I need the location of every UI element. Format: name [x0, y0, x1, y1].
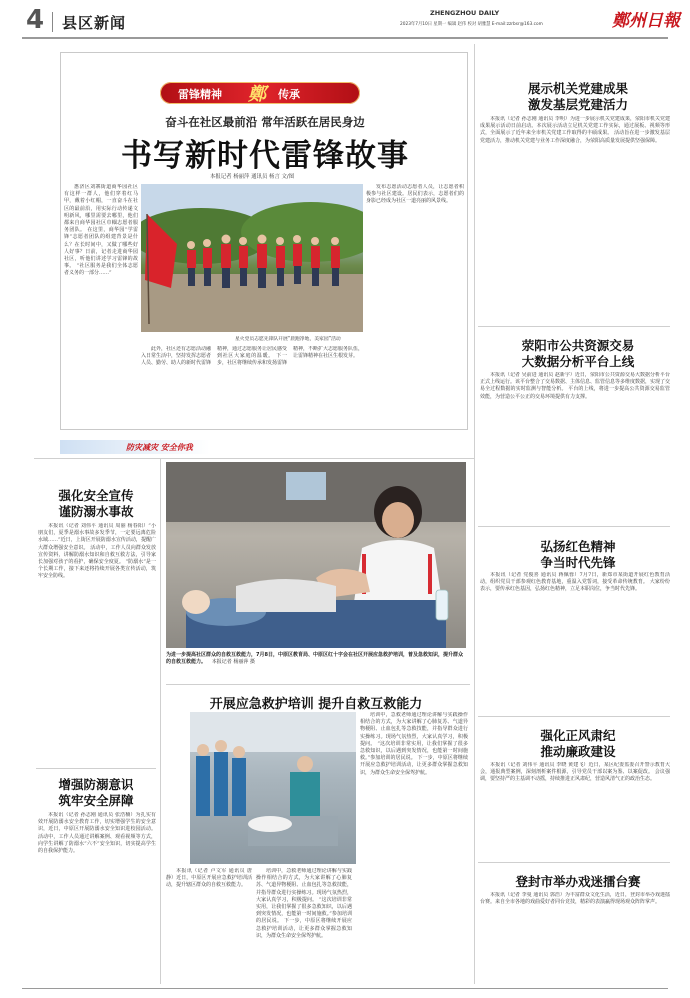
section-tag — [60, 440, 210, 454]
right-a4-title-2: 推动廉政建设 — [540, 744, 616, 759]
left-a1-body — [38, 523, 156, 763]
right-a4-body — [480, 762, 670, 858]
mid-rule — [166, 684, 470, 685]
training-photo — [190, 712, 356, 864]
lead-body-col2-text: 此外，社区还有志愿活动融入日常生活中，坚持发挥志愿者人员、勤劳、助人的新时代雷锋精神，通过志愿服务让居民感受到社区大家庭的温暖。 下一步，社区将继续传承和发扬雷锋精神，不断扩大志愿服务队伍，让雷锋精神在社区生根发芽。 — [141, 346, 363, 367]
lead-banner — [160, 82, 360, 104]
mid-article-byline: 本报讯（记者 卢文军 通讯员 唐静）近日，中原区开展应急救护培训活动，提升辖区群众的自救互救能力。 — [166, 868, 252, 889]
right-a5-body — [480, 892, 670, 988]
right-a2-body-text: 本报讯（记者 吴前进 通讯员 赵新宇）近日，荥阳市公共资源交易大数据分析平台正式上线运行。该平台整合了交易数据、主体信息、监管信息等多维度数据，实现了交易全过程数据的实时监测与智能分析。 平台的上线，将进一步提高公共资源交易监管效能，为营造公平公正的交易环境提供有力支撑。 — [480, 372, 670, 400]
lead-body-col3-text: 发布志愿活动志愿者人员，让志愿者积极参与社区建设。居民们表示，志愿者们的身影已经成为社区一道亮丽的风景线。 — [366, 184, 464, 205]
mid-article-body-a: 培训中，急救老师通过理论讲解与实践操作相结合的方式，为大家讲解了心肺复苏、气道异物梗阻、止血包扎等急救技能，并指导群众进行实操练习。现场气氛热烈，大家认真学习，积极提问。 “这次培训非常实用，让我们掌握了很多急救知识，以后遇到突发情况，也能第一时间施救。”参加培训的居民说。 下一步，中原区将继续开展应急救护培训活动，让更多群众掌握急救知识，为群众生命安全保驾护航。 — [256, 868, 352, 939]
cpr-photo-illustration — [166, 462, 466, 648]
banner-left-text: 雷锋精神 — [178, 88, 222, 101]
lead-photo-illustration — [141, 184, 363, 332]
left-rule-1 — [36, 768, 156, 769]
paper-english-name: ZHENGZHOU DAILY — [430, 9, 500, 17]
right-a5-body-text: 本报讯（记者 李曼 通讯员 郭浩）为丰富群众文化生活，近日，登封市举办戏迷擂台赛。来自全市各地的戏曲爱好者同台竞技，精彩的表演赢得现场观众阵阵掌声。 — [480, 892, 670, 906]
mid-article-body-col-right — [360, 712, 468, 984]
left-column-rule — [160, 458, 161, 984]
right-a1-body-text: 本报讯（记者 孙志刚 通讯员 李明）为进一步展示机关党建成果，荥阳市机关党建成果展示活动日前启动。本次展示活动立足机关党建工作实际，通过展板、视频等形式，全面展示了近年来全市机关党建工作取得的丰硕成果。 活动旨在进一步激发基层党建活力，推动机关党建与业务工作深度融合，为荥阳高质量发展提供坚强保障。 — [480, 116, 670, 144]
right-a1-body — [480, 116, 670, 320]
left-a2-title-2: 筑牢安全屏障 — [58, 793, 134, 808]
left-col-top-rule — [34, 458, 474, 459]
date-line: 2023年7月10日 星期一 编辑 赵伟 校对 胡雅慧 E-mail:zzrbsr@163.com — [400, 22, 543, 27]
cpr-photo-caption — [166, 652, 466, 666]
lead-body-col3 — [366, 184, 464, 424]
page-header — [0, 0, 690, 40]
right-a3-title-1: 弘扬红色精神 — [540, 539, 616, 554]
right-a1-title-1: 展示机关党建成果 — [527, 81, 628, 96]
right-a4-title-1: 强化正风肃纪 — [540, 728, 616, 743]
page-number: 4 — [26, 5, 45, 35]
mid-article-body-col — [256, 868, 352, 984]
right-a4-body-text: 本报讯（记者 刘伟平 通讯员 李晓 黄建飞）近日，某区纪委监委召开警示教育大会，通报典型案例，深刻剖析案件根源，引导党员干部以案为鉴、以案促改。 会议强调，要坚持严的主基调不动摇，持续推进正风肃纪，营造风清气正的政治生态。 — [480, 762, 670, 783]
training-photo-illustration — [190, 712, 356, 864]
lead-byline: 本报记者 杨丽萍 通讯员 杨言 文/图 — [210, 174, 295, 180]
banner-emblem: 鄭 — [248, 84, 266, 105]
cpr-photo-caption-text: 为进一步提高社区群众的自救互救能力，7月8日，中原区教育局、中原区红十字会在社区开展应急救护培训，普及急救知识，提升群众的自救互救能力。 — [166, 652, 463, 665]
left-a1-title-2: 谨防溺水事故 — [58, 504, 134, 519]
mid-article-byline-col — [166, 868, 252, 984]
banner-right-text: 传承 — [278, 88, 300, 101]
right-a2-body — [480, 372, 670, 522]
lead-body-col1-text: 惠济区刘寨街道商华园社区有这样一群人，他们穿着红马甲，戴着小红帽，一直奋斗在社区的最前沿，用实际行动传递文明新风，哪里需要去哪里，他们都来自商华园社区巾帼志愿者服务团队。 在这里，商华园“学雷锋”志愿者团队的组建背景是什么？在长时间中，又做了哪些好人好事？日前，记者走进商华园社区，听他们讲述学习雷锋的故事。 “社区服务是我们全体志愿者义务的一部分……” — [64, 184, 138, 277]
lead-body-col2 — [141, 346, 363, 424]
right-rule-3 — [478, 716, 670, 717]
page-number-divider — [52, 12, 53, 32]
right-rule-1 — [478, 326, 670, 327]
right-rule-2 — [478, 526, 670, 527]
lead-kicker: 奋斗在社区最前沿 常年活跃在居民身边 — [165, 115, 365, 129]
left-a1-body-text: 本报讯（记者 刘伟平 通讯员 周丽 杨春阳）“小朋友们，夏季是溺水事故多发季节，一定要远离危险水域……”近日，上街区开展防溺水宣传活动，提醒广大群众增强安全意识。 活动中，工作人员向群众发放宣传资料，讲解防溺水知识和自救互救方法，引导家长加强对孩子的看护，确保安全度夏。 “防溺水”是一个长期工作，接下来还将持续开展各类宣传活动，筑牢安全防线。 — [38, 523, 156, 580]
footer-rule — [22, 988, 668, 989]
mid-article-title: 开展应急救护培训 提升自救互救能力 — [209, 697, 423, 712]
right-column-rule — [474, 44, 475, 984]
lead-title: 书写新时代雷锋故事 — [121, 138, 409, 174]
right-a3-body — [480, 572, 670, 712]
right-a5-title: 登封市举办戏迷擂台赛 — [515, 874, 641, 889]
lead-body-col1 — [64, 184, 138, 384]
right-a1-title-2: 激发基层党建活力 — [527, 97, 628, 112]
lead-photo-caption: 星火党员志愿先锋队开展“晨跑净地，美家园”活动 — [235, 337, 341, 342]
header-rule — [22, 37, 668, 39]
left-a2-title-1: 增强防溺意识 — [58, 777, 134, 792]
right-a3-title-2: 争当时代先锋 — [540, 555, 616, 570]
right-a3-body-text: 本报讯（记者 党俊喜 通讯员 蒋佩蓉）7月7日，新郑市某街道开展红色教育活动，组织党员干部参观红色教育基地，重温入党誓词，接受革命传统教育。 大家纷纷表示，要传承红色基因，弘扬红色精神，立足本职岗位，争当时代先锋。 — [480, 572, 670, 593]
cpr-photo-credit: 本报记者 杨丽萍 摄 — [211, 659, 255, 665]
left-a2-body — [38, 812, 156, 982]
right-a2-title-2: 大数据分析平台上线 — [521, 354, 635, 369]
mid-article-body-b: 培训中，急救老师通过理论讲解与实践操作相结合的方式，为大家讲解了心肺复苏、气道异物梗阻、止血包扎等急救技能，并指导群众进行实操练习。现场气氛热烈，大家认真学习，积极提问。 “这次培训非常实用，让我们掌握了很多急救知识，以后遇到突发情况，也能第一时间施救。”参加培训的居民说。 下一步，中原区将继续开展应急救护培训活动，让更多群众掌握急救知识，为群众生命安全保驾护航。 — [360, 712, 468, 776]
right-rule-4 — [478, 862, 670, 863]
section-tag-text: 防灾减灾 安全你我 — [126, 443, 193, 452]
right-a2-title-1: 荥阳市公共资源交易 — [521, 338, 635, 353]
cpr-photo — [166, 462, 466, 648]
section-name: 县区新闻 — [62, 14, 127, 32]
left-a1-title-1: 强化安全宣传 — [58, 488, 134, 503]
masthead-logo: 鄭州日報 — [612, 11, 680, 31]
left-a2-body-text: 本报讯（记者 孙志刚 通讯员 张浩楠）为扎实有效开展防溺水安全教育工作，切实增强学生的安全意识，近日，中原区开展防溺水安全知识进校园活动。 活动中，工作人员通过讲解案例、观看视频等方式，向学生讲解了防溺水“六不”安全知识，切实提高学生的自我保护能力。 — [38, 812, 156, 855]
lead-photo — [141, 184, 363, 332]
